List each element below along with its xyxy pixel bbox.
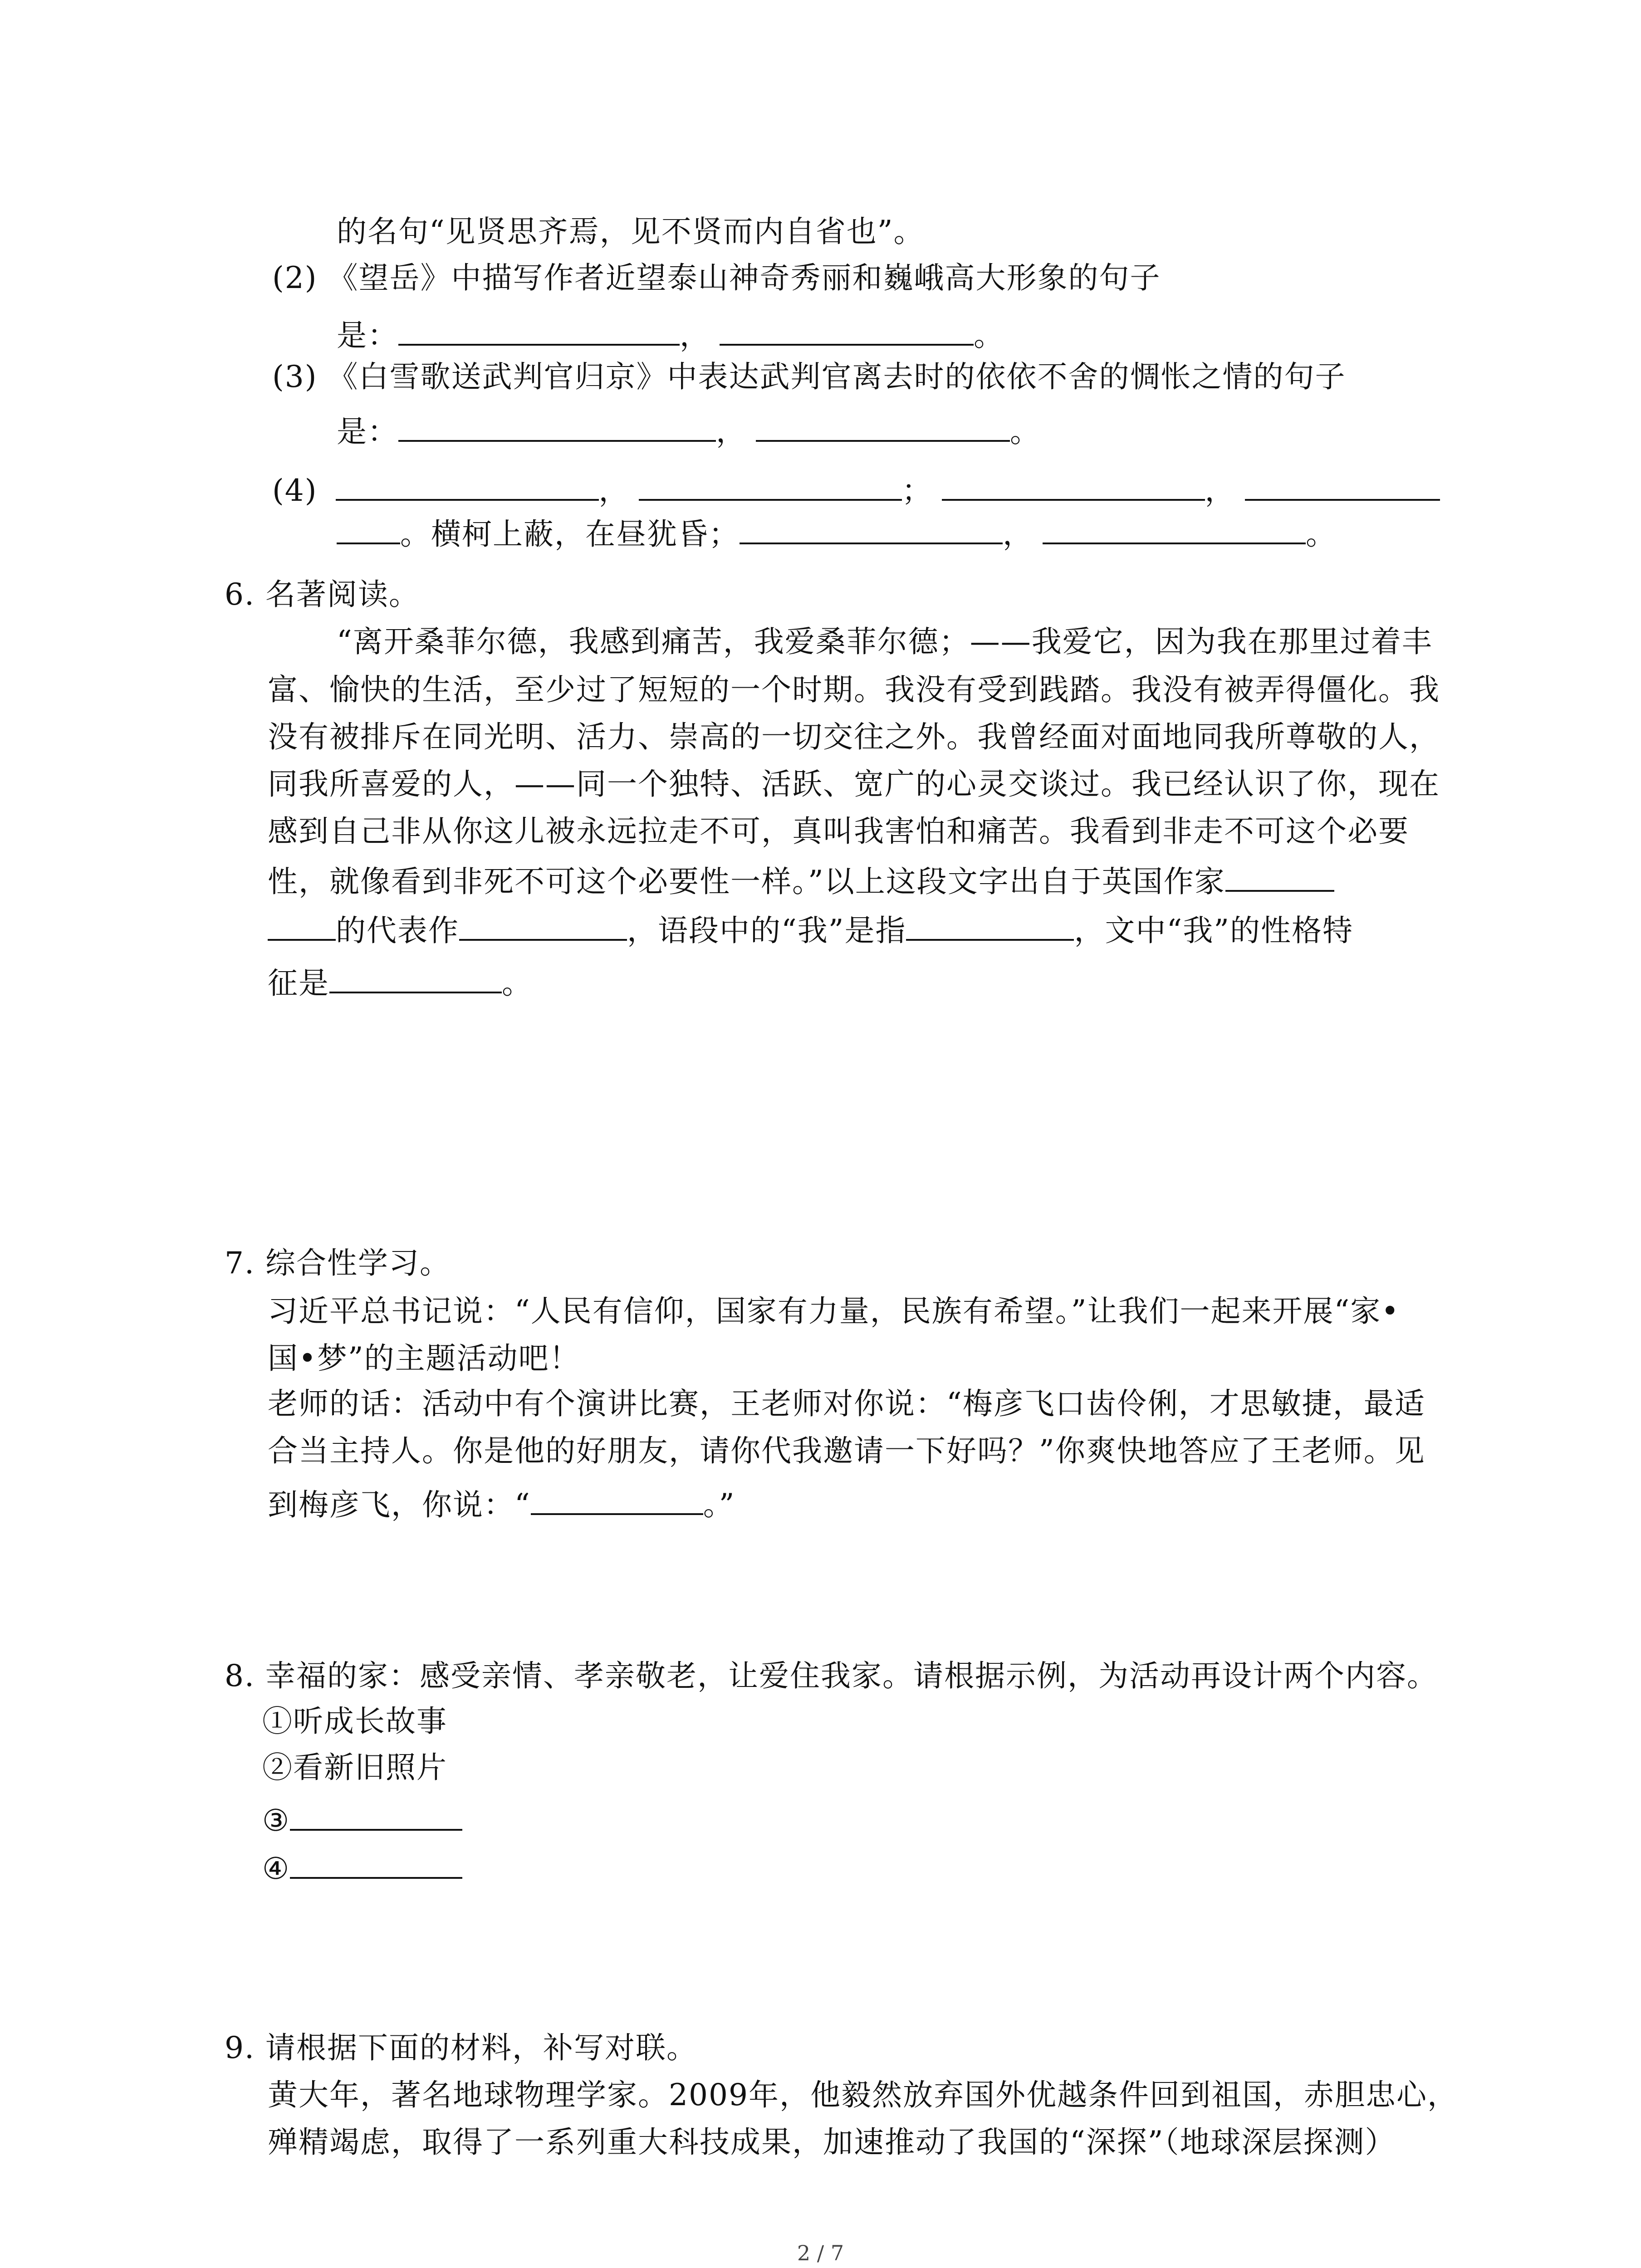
trait-blank[interactable] bbox=[329, 960, 502, 993]
period: 。 bbox=[974, 318, 1004, 353]
answer-blank[interactable] bbox=[290, 1797, 462, 1831]
answer-blank[interactable] bbox=[639, 467, 902, 501]
q6-heading: 6. 名著阅读。 bbox=[225, 577, 420, 612]
item-text: 《望岳》中描写作者近望泰山神奇秀丽和巍峨高大形象的句子 bbox=[328, 260, 1161, 295]
answer-blank[interactable] bbox=[756, 408, 1010, 442]
q6-passage-line bbox=[268, 858, 1334, 902]
semicolon: ； bbox=[901, 473, 933, 508]
q6-passage-line: 富、愉快的生活，至少过了短短的一个时期。我没有受到践踏。我没有被弄得僵化。我 bbox=[268, 672, 1440, 707]
answer-blank[interactable] bbox=[398, 408, 716, 442]
comma: ， bbox=[598, 473, 630, 508]
author-blank[interactable] bbox=[1225, 858, 1334, 892]
item-marker: ④ bbox=[262, 1851, 290, 1886]
question-text: ，语段中的“我”是指 bbox=[627, 913, 906, 948]
answer-blank[interactable] bbox=[720, 312, 974, 346]
comma: ， bbox=[716, 414, 747, 449]
q6-passage-line: “离开桑菲尔德，我感到痛苦，我爱桑菲尔德；——我爱它，因为我在那里过着丰 bbox=[337, 624, 1433, 659]
answer-blank[interactable] bbox=[1043, 511, 1306, 544]
q9-text-line: 黄大年，著名地球物理学家。2009年，他毅然放弃国外优越条件回到祖国，赤胆忠心， bbox=[268, 2077, 1458, 2112]
period: 。 bbox=[1010, 414, 1041, 449]
q6-passage-line: 没有被排斥在同光明、活力、崇高的一切交往之外。我曾经面对面地同我所尊敬的人， bbox=[268, 719, 1440, 754]
q5-continuation-line: 的名句“见贤思齐焉，见不贤而内自省也”。 bbox=[337, 214, 925, 249]
item-text: 。横柯上蔽，在昼犹昏； bbox=[400, 517, 740, 552]
comma: ， bbox=[1003, 517, 1034, 552]
q7-text-line: 习近平总书记说：“人民有信仰，国家有力量，民族有希望。”让我们一起来开展“家• bbox=[268, 1294, 1400, 1329]
q6-passage-line: 感到自己非从你这儿被永远拉走不可，真叫我害怕和痛苦。我看到非走不可这个必要 bbox=[268, 814, 1409, 849]
comma: ， bbox=[680, 318, 710, 353]
answer-blank[interactable] bbox=[337, 511, 400, 544]
q8-list-item: ②看新旧照片 bbox=[262, 1750, 447, 1785]
q6-question-line bbox=[268, 960, 533, 1004]
q5-item-3-answer bbox=[337, 408, 1041, 452]
passage-text: 性，就像看到非死不可这个必要性一样。”以上这段文字出自于英国作家 bbox=[268, 864, 1225, 899]
answer-blank[interactable] bbox=[1245, 467, 1440, 501]
q6-passage-line: 同我所喜爱的人，——同一个独特、活跃、宽广的心灵交谈过。我已经认识了你，现在 bbox=[268, 767, 1440, 802]
q5-item-2 bbox=[272, 258, 1161, 298]
answer-prefix: 是： bbox=[337, 318, 398, 353]
comma: ， bbox=[1205, 473, 1236, 508]
q5-item-3 bbox=[272, 357, 1346, 397]
q7-text-line: 国•梦”的主题活动吧！ bbox=[268, 1341, 580, 1376]
q5-item-2-answer bbox=[337, 312, 1004, 356]
answer-prefix: 是： bbox=[337, 414, 398, 449]
item-marker: ③ bbox=[262, 1803, 290, 1838]
character-blank[interactable] bbox=[906, 907, 1074, 941]
period: 。 bbox=[1306, 517, 1337, 552]
question-text: 到梅彦飞，你说：“ bbox=[268, 1487, 531, 1522]
question-text: ，文中“我”的性格特 bbox=[1074, 913, 1353, 948]
answer-blank[interactable] bbox=[398, 312, 680, 346]
q6-question-line bbox=[268, 907, 1353, 951]
q8-heading: 8. 幸福的家：感受亲情、孝亲敬老，让爱住我家。请根据示例，为活动再设计两个内容。 bbox=[225, 1658, 1438, 1693]
period: 。 bbox=[502, 966, 533, 1001]
question-text: 。” bbox=[703, 1487, 735, 1522]
q9-text-line: 殚精竭虑，取得了一系列重大科技成果，加速推动了我国的“深探”（地球深层探测） bbox=[268, 2125, 1396, 2160]
answer-blank[interactable] bbox=[336, 467, 599, 501]
q7-answer-line bbox=[268, 1481, 735, 1525]
item-number: (2) bbox=[272, 260, 318, 295]
item-number: (4) bbox=[272, 473, 318, 508]
q7-heading: 7. 综合性学习。 bbox=[225, 1246, 451, 1281]
page-number: 2 / 7 bbox=[797, 2241, 844, 2265]
answer-blank[interactable] bbox=[290, 1845, 462, 1879]
answer-blank[interactable] bbox=[531, 1481, 703, 1515]
q5-item-4-continued bbox=[337, 511, 1337, 555]
q9-heading: 9. 请根据下面的材料，补写对联。 bbox=[225, 2030, 697, 2065]
answer-blank[interactable] bbox=[942, 467, 1205, 501]
q8-list-item bbox=[262, 1845, 462, 1889]
question-text: 的代表作 bbox=[336, 913, 459, 948]
q8-list-item bbox=[262, 1797, 462, 1841]
author-blank-continued[interactable] bbox=[268, 907, 336, 941]
item-text: 《白雪歌送武判官归京》中表达武判官离去时的依依不舍的惆怅之情的句子 bbox=[328, 359, 1346, 394]
work-blank[interactable] bbox=[459, 907, 627, 941]
q8-list-item: ①听成长故事 bbox=[262, 1704, 447, 1739]
question-text: 征是 bbox=[268, 966, 329, 1001]
q5-item-4 bbox=[272, 467, 1440, 511]
q7-text-line: 合当主持人。你是他的好朋友，请你代我邀请一下好吗？”你爽快地答应了王老师。见 bbox=[268, 1433, 1425, 1468]
answer-blank[interactable] bbox=[740, 511, 1003, 544]
q7-text-line: 老师的话：活动中有个演讲比赛，王老师对你说：“梅彦飞口齿伶俐，才思敏捷，最适 bbox=[268, 1386, 1425, 1421]
item-number: (3) bbox=[272, 359, 318, 394]
